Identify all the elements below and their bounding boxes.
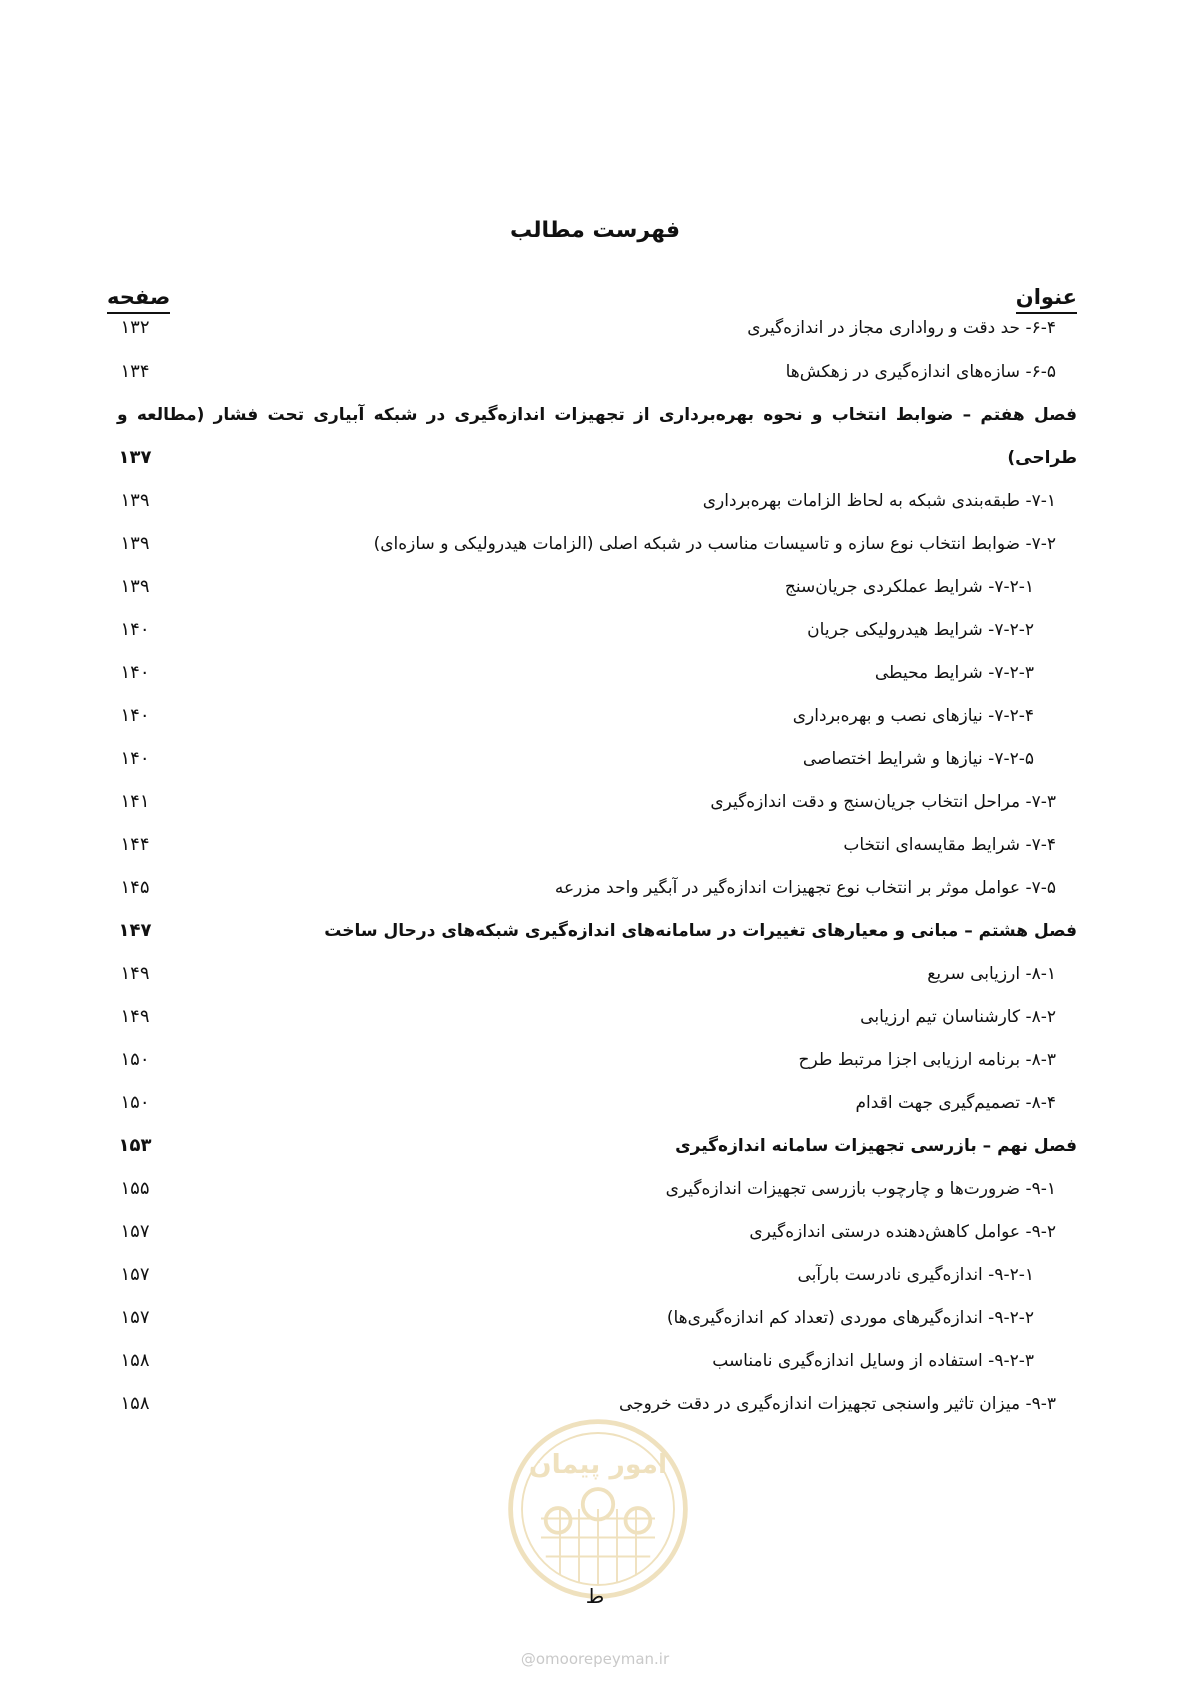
toc-entry-page: ۱۵۵ <box>120 1178 150 1199</box>
toc-entry-title: ۷-۲-۲- شرایط هیدرولیکی جریان <box>807 620 1034 640</box>
toc-entry-page: ۱۳۹ <box>120 576 150 597</box>
toc-entry-title: ۷-۱- طبقه‌بندی شبکه به لحاظ الزامات بهره‌برداری <box>702 491 1056 511</box>
toc-entry[interactable] <box>0 737 1190 781</box>
toc-entry-page: ۱۵۰ <box>120 1092 150 1113</box>
toc-entry-page: ۱۵۸ <box>120 1350 150 1371</box>
toc-entry-page: ۱۳۹ <box>120 490 150 511</box>
toc-chapter-page: ۱۳۷ <box>118 447 152 468</box>
toc-entry-page: ۱۳۲ <box>120 317 150 338</box>
toc-entry[interactable] <box>0 350 1190 394</box>
toc-entry[interactable] <box>0 479 1190 523</box>
toc-entry[interactable] <box>0 823 1190 867</box>
toc-chapter[interactable] <box>0 1124 1190 1168</box>
toc-entry[interactable] <box>0 1210 1190 1254</box>
page-title: فهرست مطالب <box>509 218 681 243</box>
toc-entry-title: ۹-۲-۳- استفاده از وسایل اندازه‌گیری نامناسب <box>712 1351 1034 1371</box>
toc-entry-title: ۷-۲-۴- نیازهای نصب و بهره‌برداری <box>792 706 1034 726</box>
toc-entry-title: ۹-۳- میزان تاثیر واسنجی تجهیزات اندازه‌گیری در دقت خروجی <box>618 1394 1056 1414</box>
toc-entry-title: ۹-۲- عوامل کاهش‌دهنده درستی اندازه‌گیری <box>749 1222 1056 1242</box>
toc-entry-title: ۶-۴- حد دقت و رواداری مجاز در اندازه‌گیری <box>747 318 1056 338</box>
toc-entry-title: ۷-۲-۳- شرایط محیطی <box>874 663 1034 683</box>
toc-entry-page: ۱۵۰ <box>120 1049 150 1070</box>
toc-entry-page: ۱۴۹ <box>120 963 150 984</box>
toc-entry-page: ۱۳۹ <box>120 533 150 554</box>
toc-chapter-title: فصل نهم – بازرسی تجهیزات سامانه اندازه‌گیری <box>675 1136 1077 1156</box>
toc-entry[interactable] <box>0 1081 1190 1125</box>
page-letter: ط <box>585 1584 605 1608</box>
toc-entry-page: ۱۵۷ <box>120 1264 150 1285</box>
toc-entry[interactable] <box>0 952 1190 996</box>
toc-entry[interactable] <box>0 651 1190 695</box>
toc-entry[interactable] <box>0 522 1190 566</box>
toc-entry-title: ۷-۴- شرایط مقایسه‌ای انتخاب <box>843 835 1056 855</box>
toc-entry-title: ۸-۲- کارشناسان تیم ارزیابی <box>860 1007 1056 1027</box>
toc-entry-title: ۹-۲-۱- اندازه‌گیری نادرست بارآبی <box>797 1265 1034 1285</box>
toc-entry-title: ۸-۴- تصمیم‌گیری جهت اقدام <box>855 1093 1056 1113</box>
toc-entry[interactable] <box>0 694 1190 738</box>
toc-entry[interactable] <box>0 866 1190 910</box>
toc-chapter[interactable] <box>0 393 1190 437</box>
toc-entry-title: ۷-۲- ضوابط انتخاب نوع سازه و تاسیسات مناسب در شبکه اصلی (الزامات هیدرولیکی و سازه‌ای) <box>373 534 1056 554</box>
toc-entry-page: ۱۴۴ <box>120 834 150 855</box>
toc-entry-page: ۱۴۵ <box>120 877 150 898</box>
toc-chapter-page: ۱۵۳ <box>118 1135 152 1156</box>
toc-entry-page: ۱۳۴ <box>120 361 150 382</box>
publisher-seal-watermark <box>503 1414 693 1604</box>
toc-entry-title: ۷-۲-۱- شرایط عملکردی جریان‌سنج <box>784 577 1034 597</box>
toc-entry[interactable] <box>0 995 1190 1039</box>
column-header-title: عنوان <box>1016 284 1077 314</box>
toc-entry[interactable] <box>0 1038 1190 1082</box>
toc-entry-page: ۱۵۷ <box>120 1221 150 1242</box>
toc-entry[interactable] <box>0 306 1190 350</box>
toc-entry-page: ۱۵۸ <box>120 1393 150 1414</box>
toc-chapter[interactable] <box>0 436 1190 480</box>
toc-entry-page: ۱۴۹ <box>120 1006 150 1027</box>
toc-chapter-page: ۱۴۷ <box>118 920 152 941</box>
toc-entry-page: ۱۴۰ <box>120 619 150 640</box>
toc-entry[interactable] <box>0 1167 1190 1211</box>
toc-entry-title: ۹-۲-۲- اندازه‌گیرهای موردی (تعداد کم اندازه‌گیری‌ها) <box>666 1308 1034 1328</box>
toc-entry-page: ۱۵۷ <box>120 1307 150 1328</box>
svg-text:امور پیمان: امور پیمان <box>528 1448 668 1480</box>
toc-entry-title: ۸-۳- برنامه ارزیابی اجزا مرتبط طرح <box>798 1050 1056 1070</box>
toc-entry-page: ۱۴۰ <box>120 662 150 683</box>
toc-entry-title: ۹-۱- ضرورت‌ها و چارچوب بازرسی تجهیزات اندازه‌گیری <box>665 1179 1056 1199</box>
watermark-url: @omoorepeyman.ir <box>520 1650 670 1668</box>
column-header-page: صفحه <box>107 284 170 314</box>
toc-entry[interactable] <box>0 1253 1190 1297</box>
toc-chapter-title: طراحی) <box>1007 448 1077 468</box>
toc-entry-title: ۸-۱- ارزیابی سریع <box>927 964 1056 984</box>
toc-entry-page: ۱۴۱ <box>120 791 150 812</box>
toc-entry[interactable] <box>0 1296 1190 1340</box>
toc-entry[interactable] <box>0 565 1190 609</box>
toc-entry[interactable] <box>0 1339 1190 1383</box>
toc-entry[interactable] <box>0 608 1190 652</box>
toc-entry-title: ۷-۵- عوامل موثر بر انتخاب نوع تجهیزات اندازه‌گیر در آبگیر واحد مزرعه <box>554 878 1056 898</box>
toc-chapter-title: فصل هفتم – ضوابط انتخاب و نحوه بهره‌برداری از تجهیزات اندازه‌گیری در شبکه آبیاری تحت فشار (مطالعه و <box>117 405 1077 425</box>
toc-entry-title: ۷-۲-۵- نیازها و شرایط اختصاصی <box>802 749 1034 769</box>
toc-entry[interactable] <box>0 780 1190 824</box>
toc-chapter-title: فصل هشتم – مبانی و معیارهای تغییرات در سامانه‌های اندازه‌گیری شبکه‌های درحال ساخت <box>324 921 1077 941</box>
toc-entry-page: ۱۴۰ <box>120 748 150 769</box>
toc-entry-title: ۷-۳- مراحل انتخاب جریان‌سنج و دقت اندازه‌گیری <box>710 792 1056 812</box>
toc-entry-page: ۱۴۰ <box>120 705 150 726</box>
toc-chapter[interactable] <box>0 909 1190 953</box>
toc-entry-title: ۶-۵- سازه‌های اندازه‌گیری در زهکش‌ها <box>785 362 1056 382</box>
